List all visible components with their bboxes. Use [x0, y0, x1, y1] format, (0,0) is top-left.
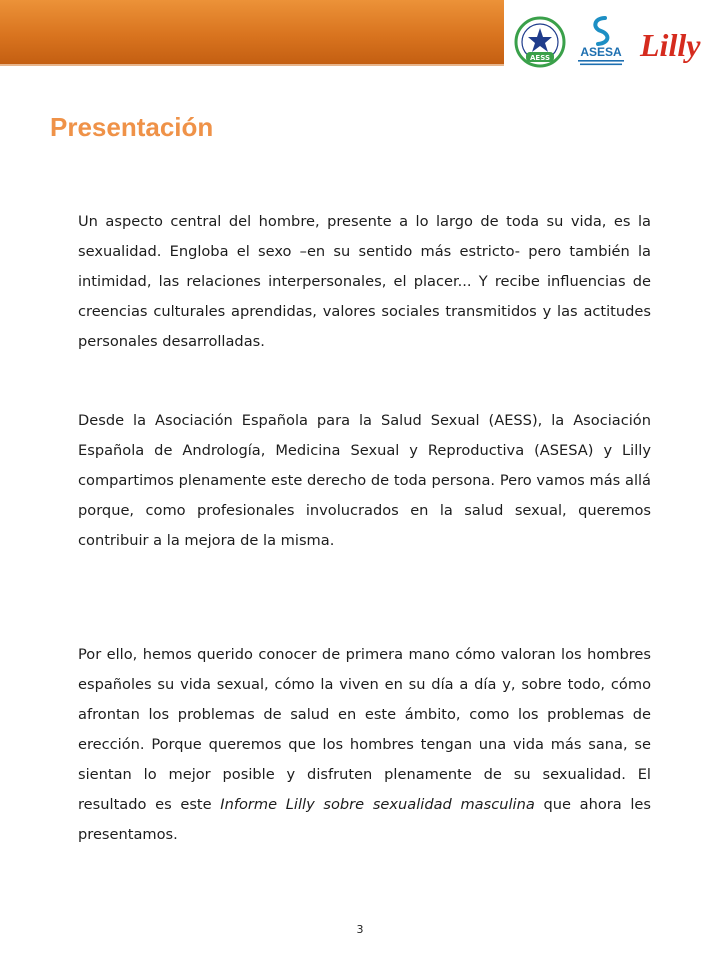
lilly-logo-text: Lilly	[640, 27, 701, 63]
paragraph-report	[78, 640, 651, 850]
page-title: Presentación	[50, 112, 214, 142]
aess-logo-text: AESS	[530, 54, 550, 62]
paragraph-intro: Un aspecto central del hombre, presente a lo largo de toda su vida, es la sexualidad. Engloba el sexo –en su sentido más estricto- pero también la intimidad, las relaciones interpersonales, el placer... Y recibe influencias de creencias culturales aprendidas, valores sociales transmitidos y las actitudes personales desarrolladas.	[78, 213, 651, 350]
paragraph-associations: Desde la Asociación Española para la Salud Sexual (AESS), la Asociación Española de Andrología, Medicina Sexual y Reproductiva (ASESA) y Lilly compartimos plenamente este derecho de toda persona. Pero vamos más allá porque, como profesionales involucrados en la salud sexual, queremos contribuir a la mejora de la misma.	[78, 412, 651, 549]
paragraph-report-text-after: que ahora les presentamos.	[78, 796, 652, 843]
aess-logo	[514, 14, 566, 70]
header-bar-shadow	[0, 64, 504, 66]
lilly-logo	[638, 18, 712, 74]
asesa-logo	[574, 14, 628, 70]
page-number: 3	[356, 923, 364, 936]
paragraph-report-text-before: Por ello, hemos querido conocer de primera mano cómo valoran los hombres españoles su vida sexual, cómo la viven en su día a día y, sobre todo, cómo afrontan los problemas de salud en este ámbito, como los problemas de erección. Porque queremos que los hombres tengan una vida más sana, se sientan lo mejor posible y disfruten plenamente de su sexualidad. El resultado es este	[78, 646, 651, 813]
asesa-logo-text: ASESA	[580, 45, 622, 59]
header-bar	[0, 0, 504, 64]
report-title: Informe Lilly sobre sexualidad masculina	[220, 796, 535, 813]
